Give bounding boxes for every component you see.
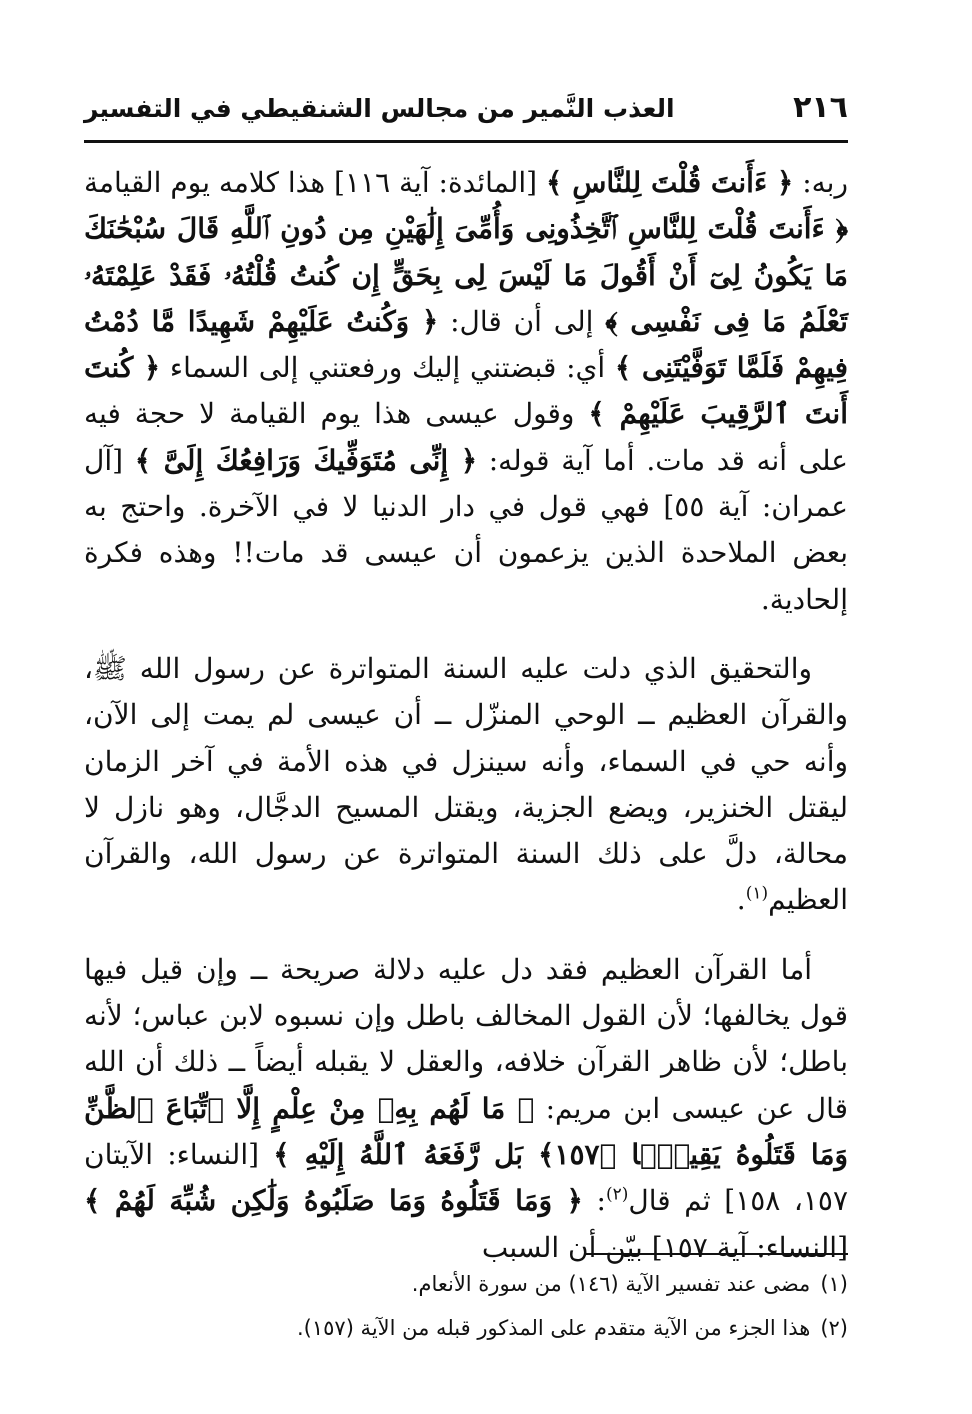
main-text (84, 160, 848, 1271)
footnote-number: (٢) (820, 1316, 848, 1340)
footnote-text: مضى عند تفسير الآية (١٤٦) من سورة الأنعام. (411, 1272, 811, 1296)
page-header (84, 86, 848, 134)
quran-verse: ﴿ ءَأَنتَ قُلْتَ لِلنَّاسِ ٱتَّخِذُونِى وَأُمِّىَ إِلَٰهَيْنِ مِن دُونِ ٱللَّهِ قَالَ سُبْحَٰنَكَ مَا يَكُونُ لِىٓ أَنْ أَقُولَ مَا لَيْسَ لِى بِحَقٍّ إِن كُنتُ قُلْتُهُۥ فَقَدْ عَلِمْتَهُۥ تَعْلَمُ مَا فِى نَفْسِى ﴾ (84, 212, 848, 338)
header-divider (84, 140, 848, 143)
text-run: [آل عمران: آية ٥٥] فهي قول في دار الدنيا لا في الآخرة. واحتج به بعض الملاحدة الذين يزعمون أن عيسى قد مات!! وهذه فكرة إلحادية. (84, 443, 848, 616)
text-run: إلى أن قال: (438, 304, 606, 338)
text-run: : (582, 1184, 606, 1218)
text-run: أما القرآن العظيم فقد دل عليه دلالة صريحة ــ وإن قيل فيها قول يخالفها؛ لأن القول المخالف باطل وإن نسبوه لابن عباس؛ لأنه باطل؛ لأن ظاهر القرآن خلافه، والعقل لا يقبله أيضاً ــ ذلك أن الله قال عن عيسى ابن مريم: (84, 952, 848, 1125)
text-run: [النساء: آية ١٥٧] بيّن أن السبب (481, 1230, 848, 1264)
paragraph-3 (84, 947, 848, 1271)
page-number: ٢١٦ (793, 90, 848, 125)
running-title: العذب النَّمير من مجالس الشنقيطي في التفسير (84, 94, 675, 123)
footnotes (84, 1262, 848, 1350)
footnote-text: هذا الجزء من الآية متقدم على المذكور قبله من الآية (١٥٧). (296, 1316, 811, 1340)
text-run: . (736, 883, 746, 917)
quran-verse: ﴿ ءَأَنتَ قُلْتَ لِلنَّاسِ ﴾ (546, 166, 794, 199)
paragraph-2 (84, 646, 848, 924)
footnote-ref-2[interactable]: (٢) (605, 1184, 629, 1205)
footnote-ref-1[interactable]: (١) (745, 884, 769, 905)
quran-verse: ﴿ إِنِّى مُتَوَفِّيكَ وَرَافِعُكَ إِلَىَّ ﴾ (134, 443, 478, 477)
footnote-1 (84, 1262, 848, 1306)
text-run: [النساء: الآيتان ١٥٧، ١٥٨] ثم قال (84, 1137, 849, 1218)
quran-verse: ﴿ مَا لَهُم بِهِۦ مِنْ عِلْمٍ إِلَّا ٱتِّبَاعَ ٱلظَّنِّ وَمَا قَتَلُوهُ يَقِينًۢا ﴿١٥٧﴾ بَل رَّفَعَهُ ٱللَّهُ إِلَيْهِ ﴾ (84, 1091, 848, 1171)
text-run: [المائدة: آية ١١٦] هذا كلامه يوم القيامة (84, 166, 547, 199)
text-run: وقول عيسى هذا يوم القيامة لا حجة فيه على أنه قد مات. أما آية قوله: (84, 397, 848, 477)
quran-verse: ﴿ وَكُنتُ عَلَيْهِمْ شَهِيدًا مَّا دُمْتُ فِيهِمْ فَلَمَّا تَوَفَّيْتَنِى ﴾ (84, 304, 848, 385)
footnote-number: (١) (820, 1272, 848, 1296)
text-run: أي: قبضتني إليك ورفعتني إلى السماء (160, 351, 615, 385)
footnote-divider (586, 1253, 848, 1255)
footnote-2 (84, 1306, 848, 1350)
quran-verse: ﴿ وَمَا قَتَلُوهُ وَمَا صَلَبُوهُ وَلَٰكِن شُبِّهَ لَهُمْ ﴾ (84, 1184, 583, 1218)
text-run: والتحقيق الذي دلت عليه السنة المتواترة عن رسول الله ﷺ، والقرآن العظيم ــ الوحي المنزّل ــ أن عيسى لم يمت إلى الآن، وأنه حي في السماء، وأنه سينزل في هذه الأمة في آخر الزمان ليقتل الخنزير، ويضع الجزية، ويقتل المسيح الدجَّال، وهو نازل لا محالة، دلَّ على ذلك السنة المتواترة عن رسول الله، والقرآن العظيم (84, 651, 848, 917)
paragraph-1 (84, 160, 848, 623)
text-run: ربه: (793, 166, 848, 199)
quran-verse: ﴿ كُنتَ أَنتَ ٱلرَّقِيبَ عَلَيْهِمْ ﴾ (84, 351, 848, 431)
